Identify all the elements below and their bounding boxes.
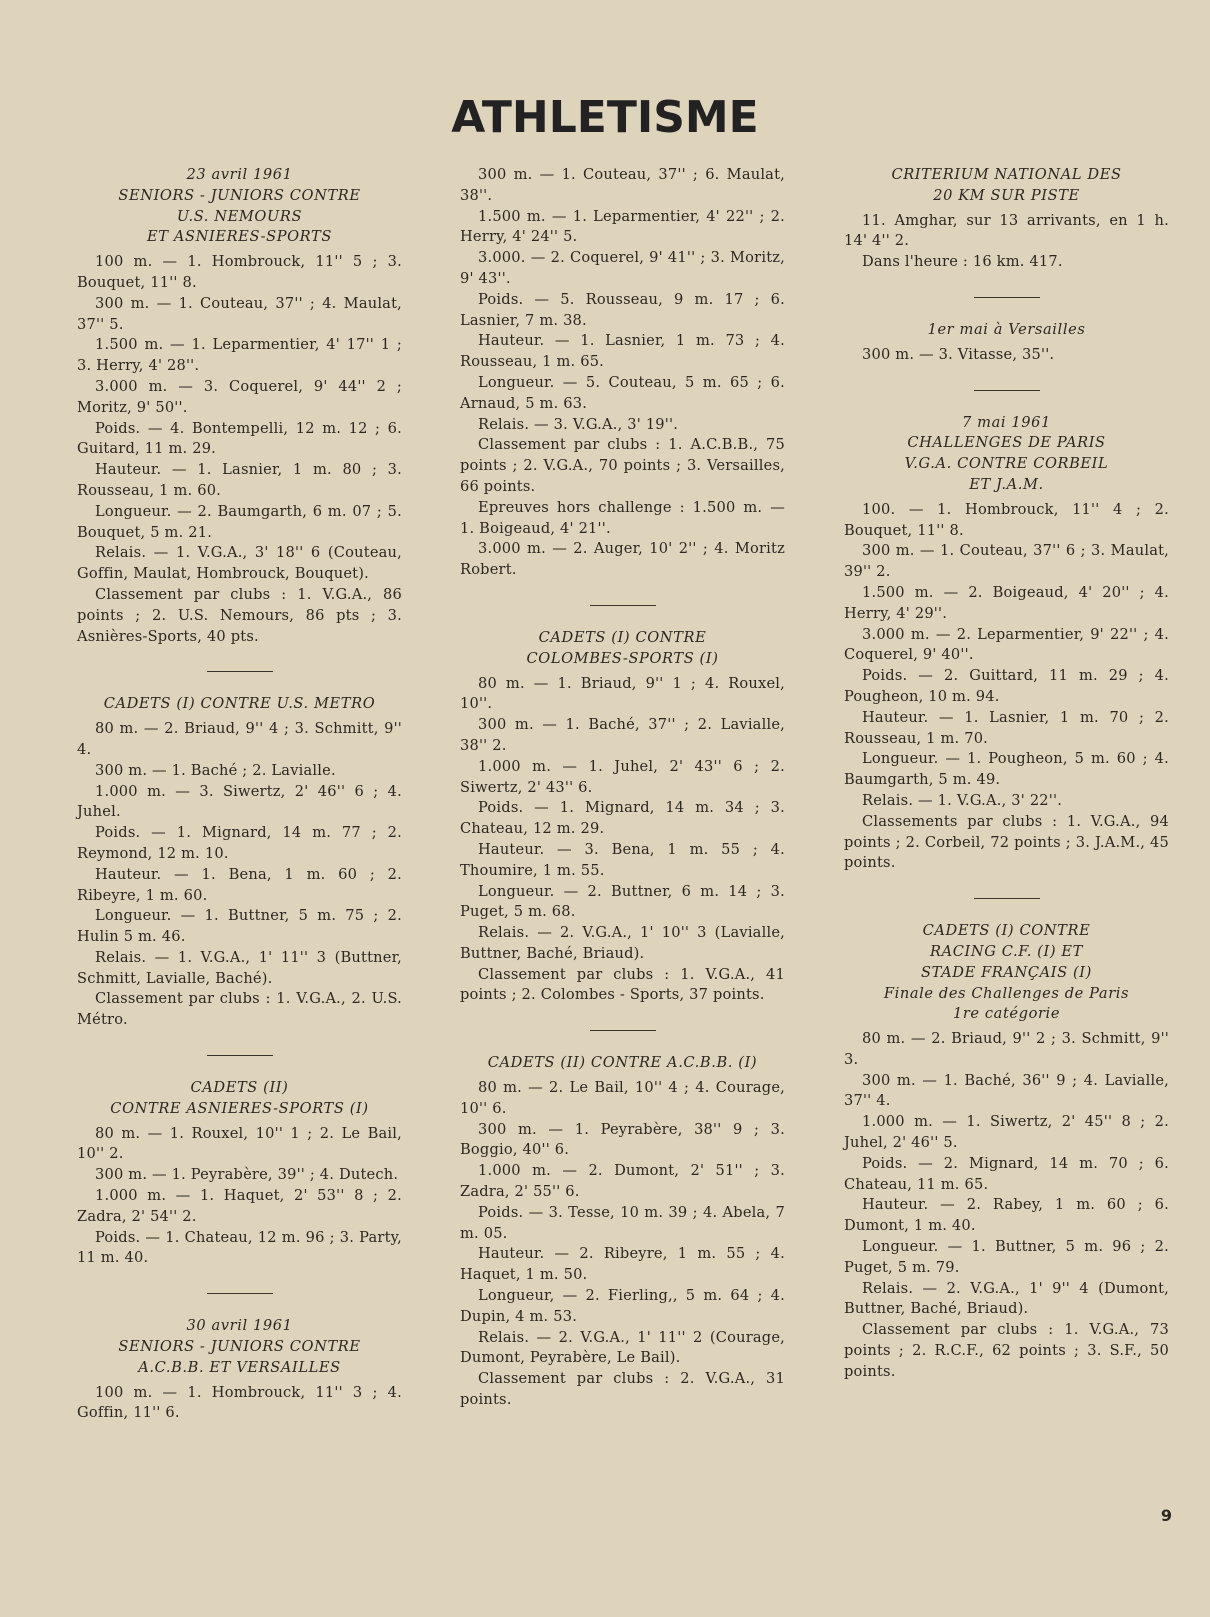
result-line: 300 m. — 1. Couteau, 37'' 6 ; 3. Maulat, 39'' 2.: [844, 542, 1169, 581]
result-line: 100 m. — 1. Hombrouck, 11'' 5 ; 3. Bouquet, 11'' 8.: [77, 253, 402, 291]
result-line: 300 m. — 3. Vitasse, 35''.: [862, 345, 1055, 363]
result-line: Longueur. — 2. Baumgarth, 6 m. 07 ; 5. Bouquet, 5 m. 21.: [77, 502, 402, 541]
result-line: 1.000 m. — 3. Siwertz, 2' 46'' 6 ; 4. Juhel.: [77, 782, 402, 821]
result-line: 1.000 m. — 2. Dumont, 2' 51'' ; 3. Zadra, 2' 55'' 6.: [460, 1162, 785, 1201]
section-separator: [207, 671, 273, 672]
result-line: Poids. — 1. Mignard, 14 m. 34 ; 3. Chateau, 12 m. 29.: [460, 799, 785, 838]
result-line: 300 m. — 1. Peyrabère, 38'' 9 ; 3. Boggio, 40'' 6.: [460, 1120, 785, 1159]
section-heading: 1re catégorie: [952, 1005, 1061, 1023]
result-line: Epreuves hors challenge : 1.500 m. — 1. Boigeaud, 4' 21''.: [460, 498, 785, 537]
result-line: 100 m. — 1. Hombrouck, 11'' 3 ; 4. Goffin, 11'' 6.: [77, 1383, 402, 1422]
result-line: Poids. — 1. Chateau, 12 m. 96 ; 3. Party, 11 m. 40.: [77, 1228, 402, 1267]
result-line: 100. — 1. Hombrouck, 11'' 4 ; 2. Bouquet, 11'' 8.: [844, 500, 1169, 539]
section-heading: CADETS (I) CONTRE: [922, 922, 1091, 940]
result-line: Relais. — 2. V.G.A., 1' 9'' 4 (Dumont, Buttner, Baché, Briaud).: [844, 1279, 1169, 1318]
section-heading: Finale des Challenges de Paris: [883, 984, 1130, 1002]
result-line: 300 m. — 1. Baché ; 2. Lavialle.: [95, 761, 336, 779]
page-title: ATHLETISME: [451, 92, 759, 143]
column-1: [77, 165, 402, 1424]
section-separator: [207, 1293, 273, 1294]
result-line: Classement par clubs : 1. V.G.A., 86 points ; 2. U.S. Nemours, 86 pts ; 3. Asnières-Sports, 40 pts.: [77, 585, 402, 645]
result-line: Longueur, — 2. Fierling,, 5 m. 64 ; 4. Dupin, 4 m. 53.: [460, 1287, 785, 1325]
result-line: 3.000 m. — 2. Leparmentier, 9' 22'' ; 4. Coquerel, 9' 40''.: [844, 625, 1169, 664]
result-line: Classement par clubs : 1. V.G.A., 41 points ; 2. Colombes - Sports, 37 points.: [460, 965, 785, 1004]
section-heading: CADETS (II): [190, 1079, 289, 1097]
result-line: Relais. — 3. V.G.A., 3' 19''.: [478, 415, 679, 433]
result-line: Longueur. — 1. Pougheon, 5 m. 60 ; 4. Baumgarth, 5 m. 49.: [844, 750, 1169, 789]
result-line: 80 m. — 2. Le Bail, 10'' 4 ; 4. Courage, 10'' 6.: [460, 1079, 785, 1117]
section-separator: [590, 605, 656, 606]
section-heading: 20 KM SUR PISTE: [933, 186, 1080, 204]
result-line: 80 m. — 2. Briaud, 9'' 2 ; 3. Schmitt, 9'' 3.: [844, 1030, 1169, 1068]
section-heading: SENIORS - JUNIORS CONTRE: [118, 186, 361, 204]
result-line: 1.500 m. — 1. Leparmentier, 4' 22'' ; 2. Herry, 4' 24'' 5.: [460, 207, 785, 246]
result-line: Relais. — 1. V.G.A., 3' 18'' 6 (Couteau, Goffin, Maulat, Hombrouck, Bouquet).: [77, 544, 402, 583]
result-line: Hauteur. — 1. Lasnier, 1 m. 80 ; 3. Rousseau, 1 m. 60.: [77, 461, 402, 499]
section-heading: RACING C.F. (I) ET: [930, 942, 1083, 960]
section-heading: COLOMBES-SPORTS (I): [526, 649, 719, 667]
section-heading: 1er mai à Versailles: [927, 320, 1086, 338]
result-line: 300 m. — 1. Baché, 36'' 9 ; 4. Lavialle, 37'' 4.: [844, 1071, 1169, 1110]
section-separator: [974, 297, 1040, 298]
result-line: Longueur. — 2. Buttner, 6 m. 14 ; 3. Puget, 5 m. 68.: [460, 882, 785, 921]
result-line: 80 m. — 2. Briaud, 9'' 4 ; 3. Schmitt, 9'' 4.: [77, 720, 402, 758]
result-line: Hauteur. — 1. Lasnier, 1 m. 73 ; 4. Rousseau, 1 m. 65.: [460, 332, 785, 371]
result-line: 1.500 m. — 1. Leparmentier, 4' 17'' 1 ; 3. Herry, 4' 28''.: [77, 336, 402, 375]
result-line: Relais. — 1. V.G.A., 1' 11'' 3 (Buttner, Schmitt, Lavialle, Baché).: [77, 948, 402, 987]
result-line: 1.000 m. — 1. Haquet, 2' 53'' 8 ; 2. Zadra, 2' 54'' 2.: [77, 1187, 402, 1225]
section-heading: CADETS (I) CONTRE: [538, 628, 707, 646]
result-line: 300 m. — 1. Baché, 37'' ; 2. Lavialle, 38'' 2.: [460, 716, 785, 754]
result-line: Poids. — 2. Guittard, 11 m. 29 ; 4. Pougheon, 10 m. 94.: [844, 667, 1169, 705]
result-line: 1.000 m. — 1. Juhel, 2' 43'' 6 ; 2. Siwertz, 2' 43'' 6.: [460, 757, 785, 796]
section-heading: U.S. NEMOURS: [176, 207, 303, 225]
result-line: 3.000 m. — 2. Auger, 10' 2'' ; 4. Moritz Robert.: [460, 540, 785, 579]
result-line: Longueur. — 1. Buttner, 5 m. 75 ; 2. Hulin 5 m. 46.: [77, 907, 402, 946]
section-heading: 7 mai 1961: [962, 413, 1051, 431]
result-line: Hauteur. — 1. Bena, 1 m. 60 ; 2. Ribeyre, 1 m. 60.: [77, 865, 402, 904]
result-line: Classements par clubs : 1. V.G.A., 94 points ; 2. Corbeil, 72 points ; 3. J.A.M., 45 points.: [844, 812, 1169, 872]
result-line: Poids. — 4. Bontempelli, 12 m. 12 ; 6. Guitard, 11 m. 29.: [77, 419, 402, 458]
result-line: Hauteur. — 2. Ribeyre, 1 m. 55 ; 4. Haquet, 1 m. 50.: [460, 1245, 785, 1284]
result-line: Relais. — 2. V.G.A., 1' 10'' 3 (Lavialle, Buttner, Baché, Briaud).: [460, 924, 785, 962]
result-line: 3.000. — 2. Coquerel, 9' 41'' ; 3. Moritz, 9' 43''.: [460, 249, 785, 287]
result-line: 80 m. — 1. Rouxel, 10'' 1 ; 2. Le Bail, 10'' 2.: [77, 1124, 402, 1163]
section-heading: CRITERIUM NATIONAL DES: [891, 166, 1122, 183]
result-line: 11. Amghar, sur 13 arrivants, en 1 h. 14' 4'' 2.: [844, 211, 1169, 250]
result-line: Longueur. — 1. Buttner, 5 m. 96 ; 2. Puget, 5 m. 79.: [844, 1238, 1169, 1276]
result-line: Classement par clubs : 1. A.C.B.B., 75 points ; 2. V.G.A., 70 points ; 3. Versailles, 66 points.: [460, 436, 785, 495]
result-line: Poids. — 5. Rousseau, 9 m. 17 ; 6. Lasnier, 7 m. 38.: [460, 290, 785, 329]
result-line: Poids. — 1. Mignard, 14 m. 77 ; 2. Reymond, 12 m. 10.: [77, 824, 402, 862]
result-line: Relais. — 1. V.G.A., 3' 22''.: [862, 791, 1063, 809]
result-line: 1.500 m. — 2. Boigeaud, 4' 20'' ; 4. Herry, 4' 29''.: [844, 583, 1169, 622]
section-heading: CADETS (II) CONTRE A.C.B.B. (I): [487, 1054, 758, 1072]
result-line: 300 m. — 1. Couteau, 37'' ; 6. Maulat, 38''.: [460, 166, 785, 204]
section-separator: [207, 1055, 273, 1056]
section-separator: [974, 898, 1040, 899]
result-line: Classement par clubs : 1. V.G.A., 73 points ; 2. R.C.F., 62 points ; 3. S.F., 50 points.: [844, 1321, 1169, 1380]
result-line: Poids. — 2. Mignard, 14 m. 70 ; 6. Chateau, 11 m. 65.: [844, 1154, 1169, 1193]
result-line: Poids. — 3. Tesse, 10 m. 39 ; 4. Abela, 7 m. 05.: [460, 1203, 785, 1242]
result-line: 3.000 m. — 3. Coquerel, 9' 44'' 2 ; Moritz, 9' 50''.: [77, 377, 402, 416]
column-2: [460, 165, 785, 1411]
section-heading: STADE FRANÇAIS (I): [921, 963, 1092, 981]
section-heading: CADETS (I) CONTRE U.S. METRO: [103, 695, 376, 713]
section-heading: 30 avril 1961: [186, 1317, 293, 1335]
result-line: 300 m. — 1. Peyrabère, 39'' ; 4. Dutech.: [95, 1166, 399, 1184]
section-separator: [590, 1030, 656, 1031]
section-heading: A.C.B.B. ET VERSAILLES: [138, 1358, 341, 1376]
result-line: Classement par clubs : 2. V.G.A., 31 points.: [460, 1370, 785, 1409]
result-line: Hauteur. — 2. Rabey, 1 m. 60 ; 6. Dumont, 1 m. 40.: [844, 1196, 1169, 1235]
result-line: Longueur. — 5. Couteau, 5 m. 65 ; 6. Arnaud, 5 m. 63.: [460, 373, 785, 412]
section-heading: 23 avril 1961: [186, 166, 293, 183]
result-line: Relais. — 2. V.G.A., 1' 11'' 2 (Courage, Dumont, Peyrabère, Le Bail).: [460, 1328, 785, 1367]
result-line: Classement par clubs : 1. V.G.A., 2. U.S. Métro.: [77, 990, 402, 1029]
section-heading: SENIORS - JUNIORS CONTRE: [118, 1338, 361, 1356]
section-separator: [974, 390, 1040, 391]
result-line: Dans l'heure : 16 km. 417.: [862, 253, 1063, 271]
page-number: 9: [1160, 1506, 1172, 1525]
result-line: 80 m. — 1. Briaud, 9'' 1 ; 4. Rouxel, 10''.: [460, 674, 785, 713]
section-heading: ET J.A.M.: [969, 475, 1044, 493]
section-heading: V.G.A. CONTRE CORBEIL: [904, 455, 1109, 473]
section-heading: CONTRE ASNIERES-SPORTS (I): [110, 1099, 369, 1117]
result-line: Hauteur. — 1. Lasnier, 1 m. 70 ; 2. Rousseau, 1 m. 70.: [844, 708, 1169, 747]
section-heading: CHALLENGES DE PARIS: [907, 434, 1106, 452]
result-line: 1.000 m. — 1. Siwertz, 2' 45'' 8 ; 2. Juhel, 2' 46'' 5.: [844, 1113, 1169, 1152]
result-line: Hauteur. — 3. Bena, 1 m. 55 ; 4. Thoumire, 1 m. 55.: [460, 840, 785, 879]
column-3: [844, 165, 1169, 1383]
result-line: 300 m. — 1. Couteau, 37'' ; 4. Maulat, 37'' 5.: [77, 294, 402, 333]
section-heading: ET ASNIERES-SPORTS: [147, 228, 332, 246]
